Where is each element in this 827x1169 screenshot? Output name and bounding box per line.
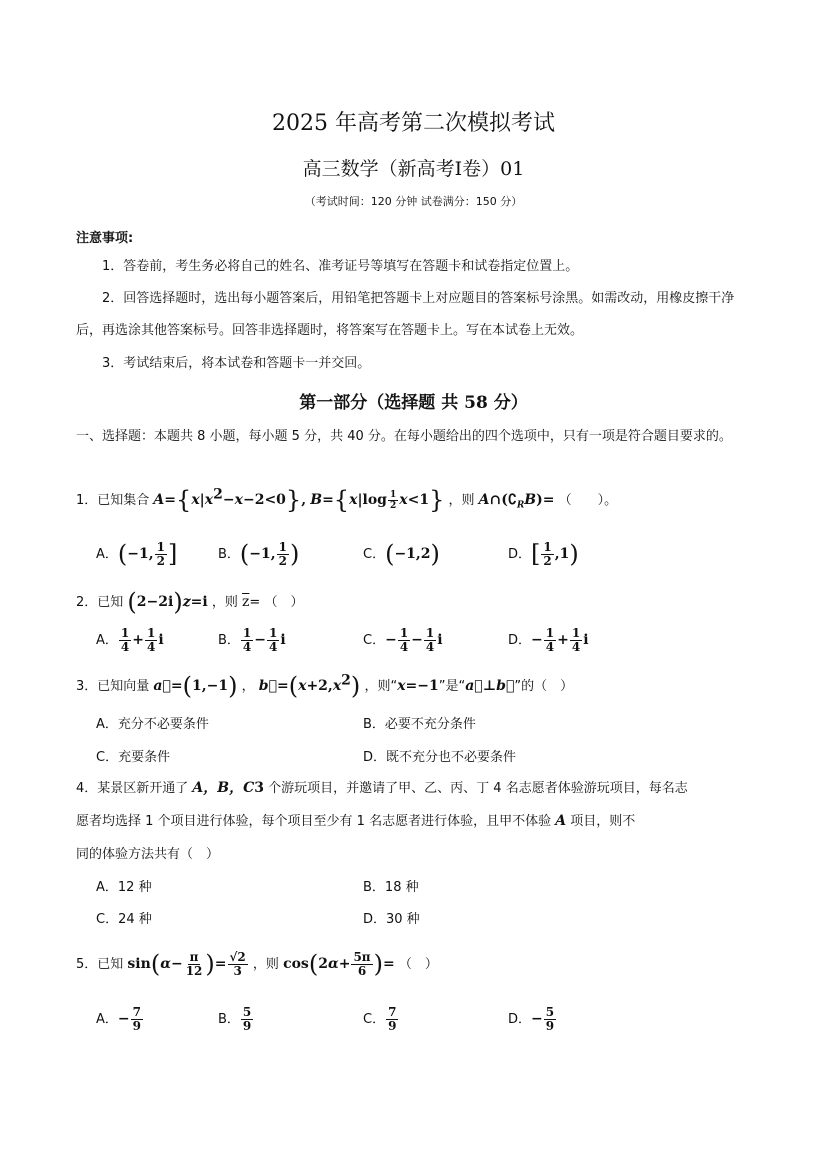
- q3-option-a[interactable]: A．充分不必要条件: [96, 717, 209, 732]
- q3-mid1: ，: [241, 679, 255, 694]
- q1-expression: $A\cap(∁_RB)=$: [478, 492, 555, 511]
- q2-option-a[interactable]: A． $\frac{1}{4}$ + $\frac{1}{4}$ i: [96, 626, 164, 654]
- q3-option-c[interactable]: C．充要条件: [96, 750, 171, 765]
- question-4-line-1: 4．某景区新开通了 A，B，C3 个游玩项目，并邀请了甲、乙、丙、丁 4 名志愿者体验游玩项目，每名志: [76, 780, 688, 796]
- q4-projects: A，B，C3: [192, 780, 265, 796]
- q1-prefix: 1．已知集合: [76, 493, 150, 508]
- q1-option-a[interactable]: A．(−1, $\frac{1}{2}$ ]: [96, 540, 178, 568]
- q4-project-a: A: [555, 813, 567, 829]
- notice-heading: 注意事项:: [76, 231, 134, 246]
- q3-option-b[interactable]: B．必要不充分条件: [363, 717, 476, 732]
- q4-option-a[interactable]: A．12 种: [96, 880, 152, 895]
- section-intro: 一、选择题：本题共 8 小题，每小题 5 分，共 40 分。在每小题给出的四个选项中，只有一项是符合题目要求的。: [76, 429, 732, 444]
- notice-item-2: 2．回答选择题时，选出每小题答案后，用铅笔把答题卡上对应题目的答案标号涂黑。如需改动，用橡皮擦干净后，再选涂其他答案标号。回答非选择题时，将答案写在答题卡上。写在本试卷上无效。: [76, 291, 735, 338]
- q1-option-b[interactable]: B．(−1, $\frac{1}{2}$ ): [218, 540, 300, 568]
- q2-mid: ，则: [211, 595, 238, 610]
- q3-condition: x=−1: [397, 678, 439, 694]
- q4-option-c[interactable]: C．24 种: [96, 912, 152, 927]
- exam-info: （考试时间：120 分钟 试卷满分：150 分）: [304, 195, 523, 208]
- q1-option-c[interactable]: C．(−1,2): [363, 540, 440, 568]
- q3-tail: ”的（ ）: [514, 679, 574, 694]
- part-heading: 第一部分（选择题 共 58 分）: [299, 393, 528, 413]
- q5-option-c[interactable]: C． $\frac{7}{9}$: [363, 1005, 397, 1033]
- question-5: [76, 950, 438, 978]
- q1-set-a: $A=\{x|x^2-x-2<0\}$,: [153, 486, 307, 514]
- question-3: [76, 672, 573, 700]
- q5-tail: （ ）: [398, 957, 438, 972]
- question-4-line-2: 愿者均选择 1 个项目进行体验，每个项目至少有 1 名志愿者进行体验，且甲不体验 A 项目，则不: [76, 813, 636, 829]
- q5-given: sin(α− $\frac{\pi}{12}$ )= $\frac{√2}{3}$: [127, 950, 246, 978]
- question-4-line-3: 同的体验方法共有（ ）: [76, 847, 220, 862]
- q1-tail: （ ）。: [558, 493, 618, 508]
- q3-vector-a: a⃗=(1,−1): [153, 672, 238, 700]
- q4-option-b[interactable]: B．18 种: [363, 880, 419, 895]
- q3-option-d[interactable]: D．既不充分也不必要条件: [363, 750, 517, 765]
- question-2: [76, 588, 303, 616]
- q2-tail: （ ）: [264, 595, 304, 610]
- q3-mid2: ，则“: [364, 679, 398, 694]
- q2-option-b[interactable]: B． $\frac{1}{4}$ − $\frac{1}{4}$ i: [218, 626, 286, 654]
- q4-option-d[interactable]: D．30 种: [363, 912, 420, 927]
- q3-prefix: 3．已知向量: [76, 679, 150, 694]
- q2-prefix: 2．已知: [76, 595, 124, 610]
- exam-title: 2025 年高考第二次模拟考试: [272, 111, 555, 136]
- exam-subtitle: 高三数学（新高考Ⅰ卷）01: [302, 158, 525, 180]
- notice-item-3: 3．考试结束后，将本试卷和答题卡一并交回。: [102, 356, 371, 371]
- q2-equation: (2−2i)z=i: [127, 588, 208, 616]
- q1-mid: ，则: [448, 493, 475, 508]
- q2-option-c[interactable]: C．− $\frac{1}{4}$ − $\frac{1}{4}$ i: [363, 626, 443, 654]
- q3-perp: a⃗⊥b⃗: [465, 678, 515, 694]
- q2-option-d[interactable]: D．− $\frac{1}{4}$ + $\frac{1}{4}$ i: [508, 626, 589, 654]
- q1-option-d[interactable]: D．[ $\frac{1}{2}$ ,1): [508, 540, 579, 568]
- q3-mid3: ”是“: [438, 679, 466, 694]
- notice-item-1: 1．答卷前，考生务必将自己的姓名、准考证号等填写在答题卡和试卷指定位置上。: [102, 259, 579, 274]
- q3-vector-b: $b⃗=(x+2,x^2)$: [258, 672, 361, 700]
- q2-expression: $\overline{z}=$: [242, 594, 261, 610]
- q1-set-b: B={x|log $\frac{1}{2}$ x<1}: [310, 486, 445, 514]
- q5-option-b[interactable]: B． $\frac{5}{9}$: [218, 1005, 252, 1033]
- question-1: [76, 486, 617, 514]
- q5-option-a[interactable]: A．− $\frac{7}{9}$: [96, 1005, 141, 1033]
- q5-option-d[interactable]: D．− $\frac{5}{9}$: [508, 1005, 555, 1033]
- q5-expression: cos(2α+ $\frac{5\pi}{6}$ )=: [283, 950, 395, 978]
- q5-prefix: 5．已知: [76, 957, 124, 972]
- q5-mid: ，则: [252, 957, 279, 972]
